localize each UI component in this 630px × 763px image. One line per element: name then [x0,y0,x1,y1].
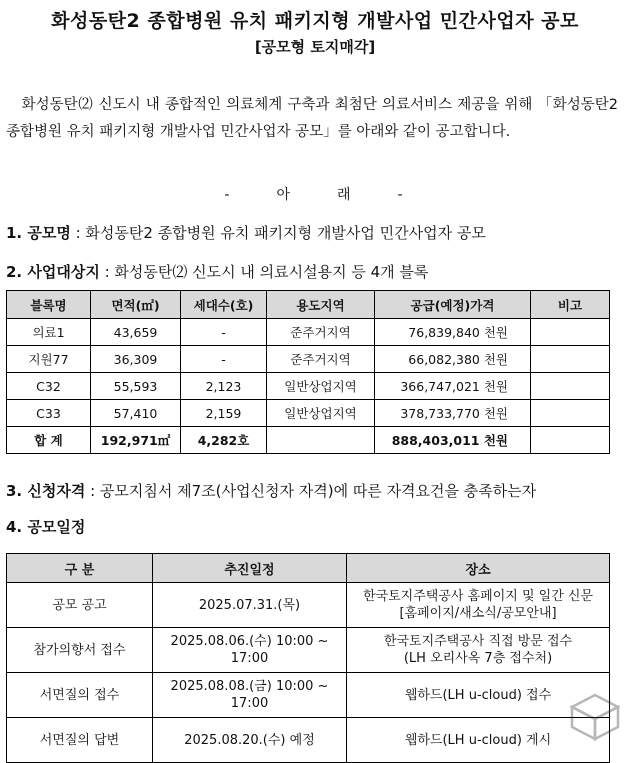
cube-logo-icon [566,691,624,743]
area: 57,410 [91,400,181,427]
col-header: 추진일정 [153,554,347,583]
remark [531,319,610,346]
page-title: 화성동탄2 종합병원 유치 패키지형 개발사업 민간사업자 공모 [51,10,579,32]
total-zoning [267,427,375,454]
zoning: 준주거지역 [267,346,375,373]
schedule-date: 2025.07.31.(목) [153,583,347,628]
block-name: C33 [7,400,91,427]
col-header: 면적(㎡) [91,291,181,319]
place-line-1: 웹하드(LH u-cloud) 접수 [404,687,552,703]
schedule-date: 2025.08.08.(금) 10:00 ~ 17:00 [153,673,347,718]
area: 36,309 [91,346,181,373]
col-header: 공급(예정)가격 [375,291,531,319]
block-name: C32 [7,373,91,400]
section-4-label: 4. 공모일정 [6,518,86,536]
intro-text: 화성동탄⑵ 신도시 내 종합적인 의료체계 구축과 최첨단 의료서비스 제공을 위해 「화성동탄2 종합병원 유치 패키지형 개발사업 민간사업자 공모」를 아래와 같이 공고합니다. [6,97,619,140]
section-2-text: : 화성동탄⑵ 신도시 내 의료시설용지 등 4개 블록 [99,263,429,281]
section-1 [6,222,486,243]
place-line-2: (LH 오리사옥 7층 접수처) [403,651,553,666]
place-line-1: 한국토지주택공사 직접 방문 접수 [383,634,573,649]
col-header: 용도지역 [267,291,375,319]
table-row [7,373,610,400]
col-header: 구 분 [7,554,153,583]
page-subtitle: [공모형 토지매각] [254,38,376,56]
schedule-place [347,583,610,628]
households: - [181,319,267,346]
section-4 [6,516,85,537]
area: 43,659 [91,319,181,346]
block-name: 지원77 [7,346,91,373]
section-2-label: 2. 사업대상지 [6,263,100,281]
table-row [7,583,610,628]
table-row [7,346,610,373]
below-dash-right: - [397,187,406,203]
col-header: 블록명 [7,291,91,319]
block-name: 의료1 [7,319,91,346]
below-char-1: 아 [276,187,293,203]
table-row [7,400,610,427]
section-2 [6,261,428,282]
site-table [6,290,610,454]
households: 2,159 [181,400,267,427]
zoning: 준주거지역 [267,319,375,346]
schedule-table [6,553,610,763]
schedule-item: 서면질의 답변 [7,718,153,763]
section-1-text: : 화성동탄2 종합병원 유치 패키지형 개발사업 민간사업자 공모 [70,224,486,242]
schedule-date: 2025.08.06.(수) 10:00 ~ 17:00 [153,628,347,673]
schedule-table-header [7,554,610,583]
total-remark [531,427,610,454]
section-3 [6,480,536,501]
price: 366,747,021 천원 [375,373,531,400]
price: 66,082,380 천원 [375,346,531,373]
table-row [7,319,610,346]
intro-paragraph [6,92,618,146]
table-row [7,718,610,763]
schedule-date: 2025.08.20.(수) 예정 [153,718,347,763]
table-row [7,628,610,673]
zoning: 일반상업지역 [267,400,375,427]
section-1-label: 1. 공모명 [6,224,71,242]
table-row [7,673,610,718]
section-3-text: : 공모지침서 제7조(사업신청자 자격)에 따른 자격요건을 충족하는자 [85,482,537,500]
total-area: 192,971㎡ [91,427,181,454]
schedule-item: 공모 공고 [7,583,153,628]
place-line-2: [홈페이지/새소식/공모안내] [399,606,557,621]
col-header: 비고 [531,291,610,319]
total-households: 4,282호 [181,427,267,454]
col-header: 장소 [347,554,610,583]
place-line-1: 한국토지주택공사 홈페이지 및 일간 신문 [362,589,593,604]
schedule-item: 서면질의 접수 [7,673,153,718]
zoning: 일반상업지역 [267,373,375,400]
price: 76,839,840 천원 [375,319,531,346]
remark [531,373,610,400]
schedule-item: 참가의향서 접수 [7,628,153,673]
below-heading [0,184,630,204]
total-label: 합 계 [7,427,91,454]
area: 55,593 [91,373,181,400]
place-line-1: 웹하드(LH u-cloud) 게시 [404,732,552,748]
total-price: 888,403,011 천원 [375,427,531,454]
total-row [7,427,610,454]
remark [531,400,610,427]
schedule-place [347,628,610,673]
below-dash-left: - [224,187,233,203]
remark [531,346,610,373]
below-char-2: 래 [337,187,354,203]
households: - [181,346,267,373]
price: 378,733,770 천원 [375,400,531,427]
col-header: 세대수(호) [181,291,267,319]
section-3-label: 3. 신청자격 [6,482,86,500]
site-table-header [7,291,610,319]
households: 2,123 [181,373,267,400]
